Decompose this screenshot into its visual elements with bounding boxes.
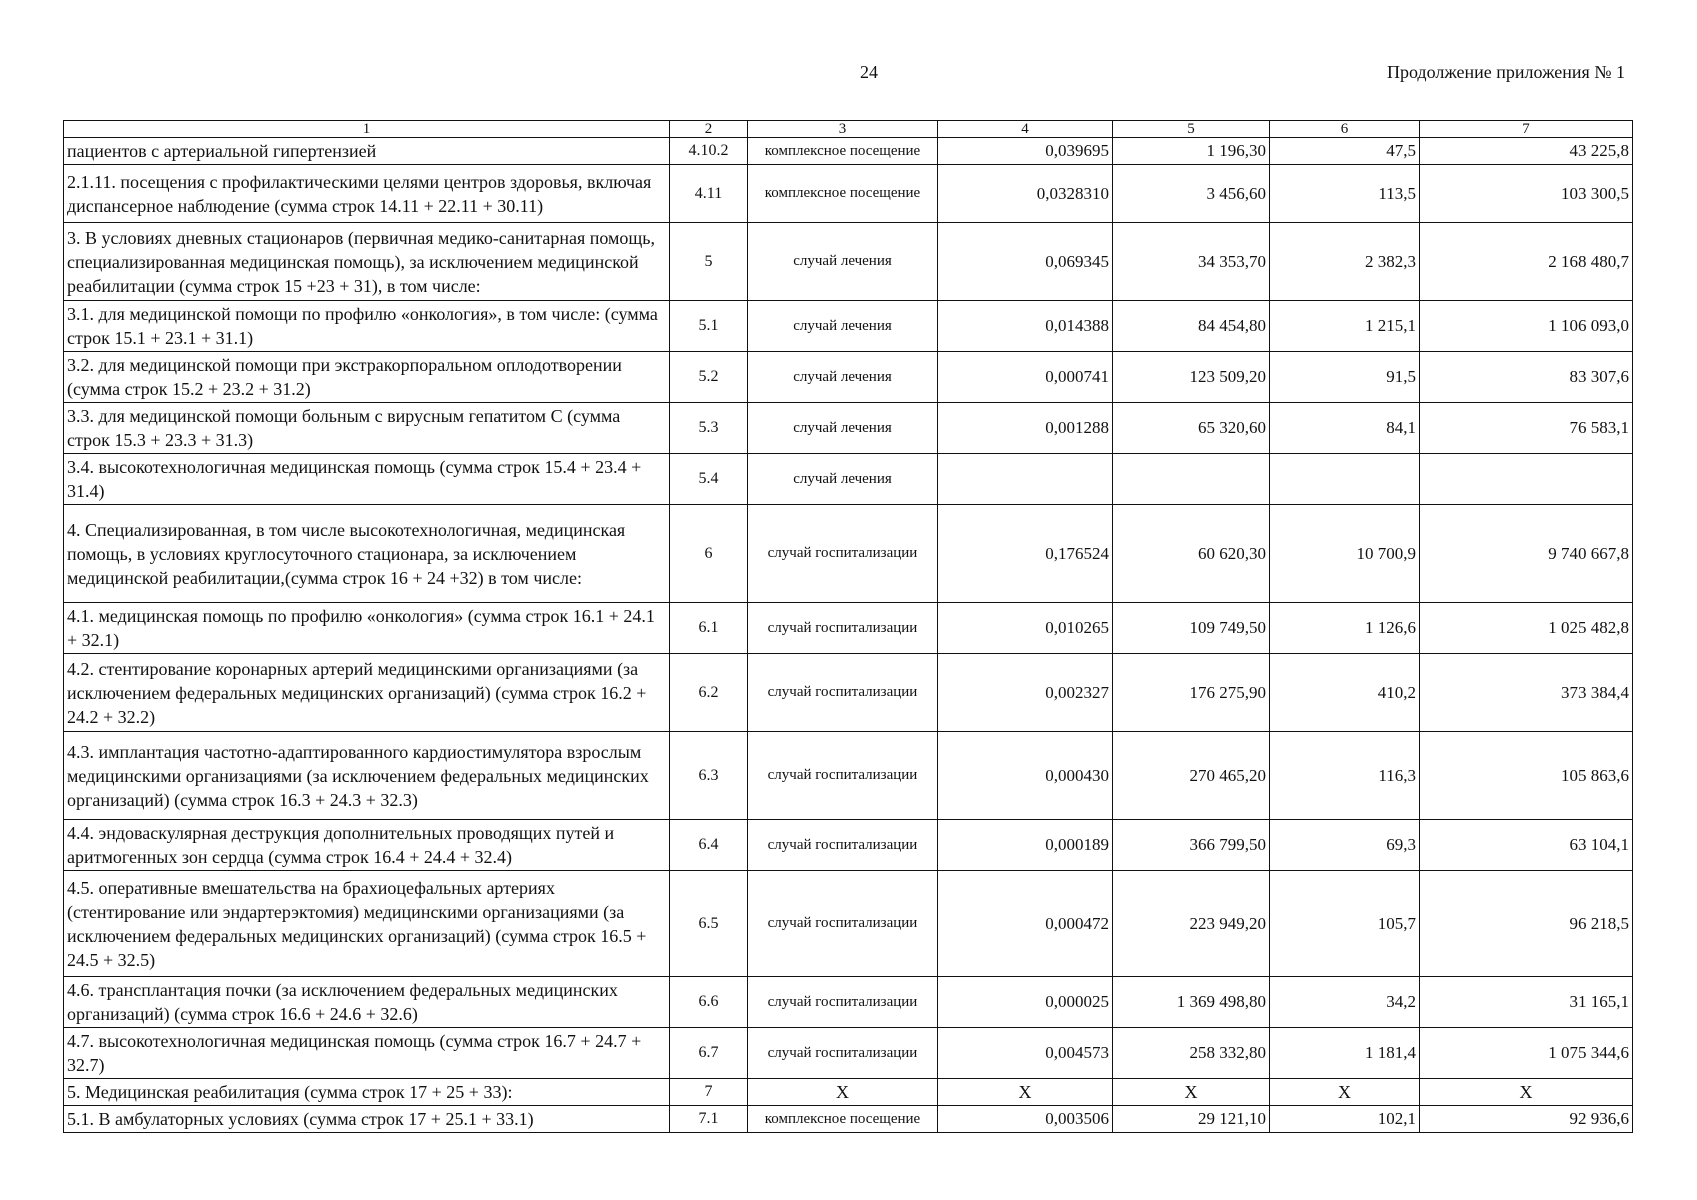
cost-per-unit: 1 196,30	[1113, 138, 1270, 165]
cost-per-unit: 84 454,80	[1113, 301, 1270, 352]
column-header: 6	[1270, 121, 1420, 138]
column-header: 3	[748, 121, 938, 138]
row-code: 4.11	[670, 165, 748, 223]
per-capita-norm: 69,3	[1270, 820, 1420, 871]
unit-of-measure: случай лечения	[748, 454, 938, 505]
norm-volume: 0,069345	[938, 223, 1113, 301]
cost-per-unit: 176 275,90	[1113, 654, 1270, 732]
row-description: 5. Медицинская реабилитация (сумма строк 17 + 25 + 33):	[64, 1079, 670, 1106]
table-row	[64, 165, 1633, 223]
per-capita-norm: 113,5	[1270, 165, 1420, 223]
cost-per-unit: 223 949,20	[1113, 871, 1270, 977]
unit-of-measure: случай госпитализации	[748, 1028, 938, 1079]
unit-of-measure: X	[748, 1079, 938, 1106]
cost-per-unit	[1113, 454, 1270, 505]
appendix-title: Продолжение приложения № 1	[1386, 62, 1625, 82]
total-cost	[1420, 454, 1633, 505]
per-capita-norm: 105,7	[1270, 871, 1420, 977]
row-code: 5	[670, 223, 748, 301]
row-code: 6.1	[670, 603, 748, 654]
total-cost: 373 384,4	[1420, 654, 1633, 732]
table-row	[64, 1028, 1633, 1079]
cost-per-unit: 60 620,30	[1113, 505, 1270, 603]
per-capita-norm: 91,5	[1270, 352, 1420, 403]
cost-per-unit: 123 509,20	[1113, 352, 1270, 403]
cost-per-unit: X	[1113, 1079, 1270, 1106]
total-cost: 31 165,1	[1420, 977, 1633, 1028]
row-description: 4.5. оперативные вмешательства на брахиоцефальных артериях (стентирование или эндартерэктомия) медицинскими организациями (за исключением федеральных медицинских организаций) (сумма строк 16.5 + 24.5 + 32.5)	[64, 871, 670, 977]
unit-of-measure: случай лечения	[748, 301, 938, 352]
cost-per-unit: 29 121,10	[1113, 1106, 1270, 1133]
cost-per-unit: 34 353,70	[1113, 223, 1270, 301]
total-cost: 9 740 667,8	[1420, 505, 1633, 603]
per-capita-norm: 2 382,3	[1270, 223, 1420, 301]
row-description: 5.1. В амбулаторных условиях (сумма строк 17 + 25.1 + 33.1)	[64, 1106, 670, 1133]
table-row	[64, 603, 1633, 654]
row-code: 6	[670, 505, 748, 603]
row-code: 5.2	[670, 352, 748, 403]
unit-of-measure: случай госпитализации	[748, 871, 938, 977]
norm-volume: X	[938, 1079, 1113, 1106]
norm-volume	[938, 454, 1113, 505]
total-cost: 103 300,5	[1420, 165, 1633, 223]
total-cost: 76 583,1	[1420, 403, 1633, 454]
row-description: пациентов с артериальной гипертензией	[64, 138, 670, 165]
cost-per-unit: 270 465,20	[1113, 732, 1270, 820]
norm-volume: 0,0328310	[938, 165, 1113, 223]
table-row	[64, 977, 1633, 1028]
norm-volume: 0,176524	[938, 505, 1113, 603]
header-row	[64, 121, 1633, 138]
row-code: 5.1	[670, 301, 748, 352]
row-description: 4. Специализированная, в том числе высокотехнологичная, медицинская помощь, в условиях круглосуточного стационара, за исключением медицинской реабилитации,(сумма строк 16 + 24 +32) в том числе:	[64, 505, 670, 603]
unit-of-measure: случай госпитализации	[748, 654, 938, 732]
total-cost: 1 106 093,0	[1420, 301, 1633, 352]
per-capita-norm: 1 215,1	[1270, 301, 1420, 352]
per-capita-norm: 84,1	[1270, 403, 1420, 454]
norm-volume: 0,000189	[938, 820, 1113, 871]
column-header: 5	[1113, 121, 1270, 138]
norm-volume: 0,003506	[938, 1106, 1113, 1133]
table-header	[64, 121, 1633, 138]
per-capita-norm: 410,2	[1270, 654, 1420, 732]
table-row	[64, 454, 1633, 505]
table-row	[64, 301, 1633, 352]
row-code: 6.4	[670, 820, 748, 871]
row-description: 4.7. высокотехнологичная медицинская помощь (сумма строк 16.7 + 24.7 + 32.7)	[64, 1028, 670, 1079]
total-cost: 63 104,1	[1420, 820, 1633, 871]
row-description: 4.3. имплантация частотно-адаптированного кардиостимулятора взрослым медицинскими организациями (за исключением федеральных медицинских организаций) (сумма строк 16.3 + 24.3 + 32.3)	[64, 732, 670, 820]
table-row	[64, 223, 1633, 301]
cost-per-unit: 1 369 498,80	[1113, 977, 1270, 1028]
total-cost: 1 025 482,8	[1420, 603, 1633, 654]
unit-of-measure: случай лечения	[748, 223, 938, 301]
unit-of-measure: случай госпитализации	[748, 505, 938, 603]
norm-volume: 0,000430	[938, 732, 1113, 820]
column-header: 7	[1420, 121, 1633, 138]
unit-of-measure: случай госпитализации	[748, 732, 938, 820]
total-cost: 96 218,5	[1420, 871, 1633, 977]
per-capita-norm: 10 700,9	[1270, 505, 1420, 603]
norm-volume: 0,010265	[938, 603, 1113, 654]
norm-volume: 0,014388	[938, 301, 1113, 352]
total-cost: 2 168 480,7	[1420, 223, 1633, 301]
per-capita-norm: 1 181,4	[1270, 1028, 1420, 1079]
row-description: 2.1.11. посещения с профилактическими целями центров здоровья, включая диспансерное наблюдение (сумма строк 14.11 + 22.11 + 30.11)	[64, 165, 670, 223]
table-row	[64, 403, 1633, 454]
row-code: 5.3	[670, 403, 748, 454]
column-header: 2	[670, 121, 748, 138]
table-row	[64, 505, 1633, 603]
norm-volume: 0,001288	[938, 403, 1113, 454]
table-row	[64, 138, 1633, 165]
unit-of-measure: случай госпитализации	[748, 977, 938, 1028]
norm-volume: 0,002327	[938, 654, 1113, 732]
column-header: 1	[64, 121, 670, 138]
total-cost: 105 863,6	[1420, 732, 1633, 820]
row-description: 3.1. для медицинской помощи по профилю «онкология», в том числе: (сумма строк 15.1 + 23.1 + 31.1)	[64, 301, 670, 352]
table-row	[64, 1079, 1633, 1106]
table-row	[64, 820, 1633, 871]
norm-volume: 0,000741	[938, 352, 1113, 403]
data-table	[63, 120, 1633, 1133]
row-code: 6.2	[670, 654, 748, 732]
row-code: 5.4	[670, 454, 748, 505]
unit-of-measure: случай лечения	[748, 403, 938, 454]
total-cost: 43 225,8	[1420, 138, 1633, 165]
per-capita-norm: 47,5	[1270, 138, 1420, 165]
per-capita-norm: 116,3	[1270, 732, 1420, 820]
row-description: 3.3. для медицинской помощи больным с вирусным гепатитом С (сумма строк 15.3 + 23.3 + 31.3)	[64, 403, 670, 454]
row-code: 4.10.2	[670, 138, 748, 165]
per-capita-norm: 102,1	[1270, 1106, 1420, 1133]
table-row	[64, 1106, 1633, 1133]
unit-of-measure: комплексное посещение	[748, 165, 938, 223]
table-row	[64, 352, 1633, 403]
cost-per-unit: 109 749,50	[1113, 603, 1270, 654]
per-capita-norm: 1 126,6	[1270, 603, 1420, 654]
row-code: 7	[670, 1079, 748, 1106]
per-capita-norm: 34,2	[1270, 977, 1420, 1028]
row-description: 4.1. медицинская помощь по профилю «онкология» (сумма строк 16.1 + 24.1 + 32.1)	[64, 603, 670, 654]
per-capita-norm	[1270, 454, 1420, 505]
row-code: 7.1	[670, 1106, 748, 1133]
row-description: 3.2. для медицинской помощи при экстракорпоральном оплодотворении (сумма строк 15.2 + 23.2 + 31.2)	[64, 352, 670, 403]
cost-per-unit: 3 456,60	[1113, 165, 1270, 223]
norm-volume: 0,004573	[938, 1028, 1113, 1079]
cost-per-unit: 258 332,80	[1113, 1028, 1270, 1079]
row-description: 3. В условиях дневных стационаров (первичная медико-санитарная помощь, специализированная медицинская помощь), за исключением медицинской реабилитации (сумма строк 15 +23 + 31), в том числе:	[64, 223, 670, 301]
unit-of-measure: случай лечения	[748, 352, 938, 403]
table-row	[64, 871, 1633, 977]
page-number: 24	[860, 62, 878, 82]
column-header: 4	[938, 121, 1113, 138]
row-description: 4.2. стентирование коронарных артерий медицинскими организациями (за исключением федеральных медицинских организаций) (сумма строк 16.2 + 24.2 + 32.2)	[64, 654, 670, 732]
row-code: 6.6	[670, 977, 748, 1028]
row-description: 4.6. трансплантация почки (за исключением федеральных медицинских организаций) (сумма строк 16.6 + 24.6 + 32.6)	[64, 977, 670, 1028]
total-cost: 1 075 344,6	[1420, 1028, 1633, 1079]
unit-of-measure: случай госпитализации	[748, 603, 938, 654]
total-cost: 83 307,6	[1420, 352, 1633, 403]
cost-per-unit: 366 799,50	[1113, 820, 1270, 871]
unit-of-measure: комплексное посещение	[748, 138, 938, 165]
cost-per-unit: 65 320,60	[1113, 403, 1270, 454]
row-code: 6.5	[670, 871, 748, 977]
unit-of-measure: случай госпитализации	[748, 820, 938, 871]
norm-volume: 0,000025	[938, 977, 1113, 1028]
row-code: 6.3	[670, 732, 748, 820]
row-code: 6.7	[670, 1028, 748, 1079]
table-row	[64, 732, 1633, 820]
table-row	[64, 654, 1633, 732]
norm-volume: 0,000472	[938, 871, 1113, 977]
total-cost: X	[1420, 1079, 1633, 1106]
norm-volume: 0,039695	[938, 138, 1113, 165]
unit-of-measure: комплексное посещение	[748, 1106, 938, 1133]
per-capita-norm: X	[1270, 1079, 1420, 1106]
row-description: 3.4. высокотехнологичная медицинская помощь (сумма строк 15.4 + 23.4 + 31.4)	[64, 454, 670, 505]
row-description: 4.4. эндоваскулярная деструкция дополнительных проводящих путей и аритмогенных зон сердца (сумма строк 16.4 + 24.4 + 32.4)	[64, 820, 670, 871]
total-cost: 92 936,6	[1420, 1106, 1633, 1133]
table-body	[64, 138, 1633, 1133]
